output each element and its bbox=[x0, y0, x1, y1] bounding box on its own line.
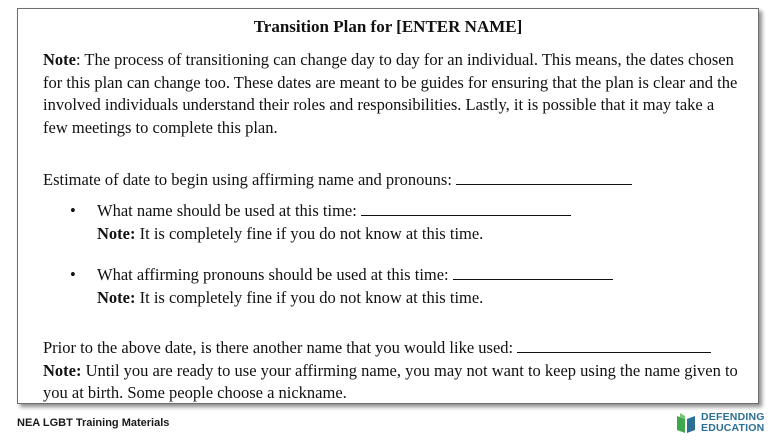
name-note-label: Note: bbox=[97, 223, 136, 243]
pronouns-question-text: What affirming pronouns should be used at this time: bbox=[97, 265, 449, 284]
name-note-text: It is completely fine if you do not know at this time. bbox=[135, 223, 484, 243]
bullet-dot-icon: • bbox=[70, 265, 76, 284]
name-question-text: What name should be used at this time: bbox=[97, 201, 357, 220]
intro-note-text: : The process of transitioning can change day to day for an individual. This means, the dates chosen for this plan can change too. These dates are meant to be guides for ensuring that the plan is clear and the involved individuals understand their roles and responsibilities. Lastly, it is possible that it may take a few meetings to complete this plan. bbox=[43, 50, 738, 137]
intro-note-label: Note bbox=[43, 50, 76, 69]
name-answer-blank[interactable] bbox=[361, 201, 571, 216]
prior-note-label: Note: bbox=[43, 360, 82, 380]
bullet-text bbox=[97, 200, 717, 245]
logo-wordmark bbox=[701, 412, 765, 434]
prior-name-blank[interactable] bbox=[517, 338, 711, 353]
document-title: Transition Plan for [ENTER NAME] bbox=[253, 17, 523, 36]
estimate-date-row bbox=[43, 169, 743, 192]
defending-education-logo bbox=[676, 410, 766, 438]
pronouns-answer-blank[interactable] bbox=[453, 265, 613, 280]
estimate-date-prompt: Estimate of date to begin using affirming name and pronouns: bbox=[43, 170, 452, 189]
prior-name-prompt: Prior to the above date, is there another name that you would like used: bbox=[43, 338, 514, 357]
intro-note bbox=[43, 49, 743, 139]
footer-credit: NEA LGBT Training Materials bbox=[17, 417, 170, 429]
prior-note-text: Until you are ready to use your affirming name, you may not want to keep using the name given to you at birth. Some people choose a nickname. bbox=[43, 360, 738, 402]
pronouns-note-text: It is completely fine if you do not know at this time. bbox=[135, 287, 484, 307]
pronouns-note-label: Note: bbox=[97, 287, 136, 307]
prior-name-block bbox=[43, 337, 743, 405]
estimate-date-blank[interactable] bbox=[456, 170, 632, 185]
logo-line-1: DEFENDING bbox=[701, 411, 765, 423]
document-page bbox=[17, 8, 759, 404]
bullet-text bbox=[97, 264, 717, 309]
bullet-dot-icon: • bbox=[70, 201, 76, 220]
open-book-icon bbox=[676, 412, 696, 434]
logo-line-2: EDUCATION bbox=[701, 422, 765, 434]
